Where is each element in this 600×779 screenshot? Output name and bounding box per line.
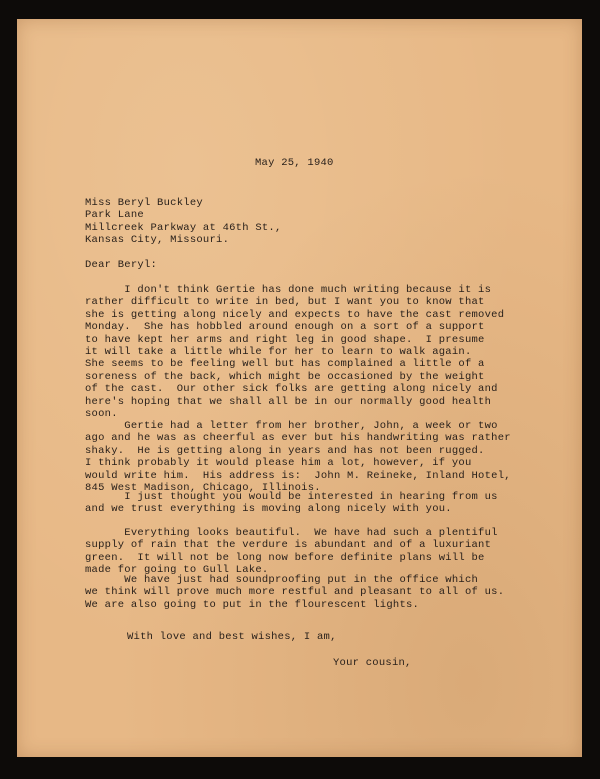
body-paragraph [85,491,498,516]
address-line: Miss Beryl Buckley [85,197,203,209]
salutation: Dear Beryl: [85,259,158,271]
body-paragraph [85,574,504,611]
text-line: she is getting along nicely and expects to have the cast removed [85,308,505,321]
address-line: Kansas City, Missouri. [85,234,230,247]
address-line: Park Lane [85,209,144,222]
text-line: Gertie had a letter from her brother, John, a week or two [85,420,498,432]
closing-line: With love and best wishes, I am, [127,631,337,643]
text-line: We are also going to put in the flourescent lights. [85,598,420,611]
address-line: Millcreek Parkway at 46th St., [85,221,282,234]
text-line: would write him. His address is: John M. Reineke, Inland Hotel, [85,469,511,482]
body-paragraph [85,420,511,494]
body-paragraph [85,284,504,420]
text-line: soreness of the back, which might be occasioned by the weight [85,370,485,383]
text-line: and we trust everything is moving along nicely with you. [85,503,452,516]
text-line: to have kept her arms and right leg in good shape. I presume [85,333,485,346]
text-line: green. It will not be long now before definite plans will be [85,551,485,564]
text-line: rather difficult to write in bed, but I want you to know that [85,296,485,309]
text-line: soon. [85,408,118,421]
text-line: supply of rain that the verdure is abundant and of a luxuriant [85,539,492,552]
text-line: I don't think Gertie has done much writing because it is [85,284,492,296]
text-line: Monday. She has hobbled around enough on a sort of a support [85,321,485,334]
letter-page [17,19,582,757]
recipient-address [85,197,282,247]
text-line: I just thought you would be interested in hearing from us [85,491,498,503]
text-line: we think will prove much more restful and pleasant to all of us. [85,586,505,599]
text-line: We have just had soundproofing put in the office which [85,574,479,586]
text-line: I think probably it would please him a lot, however, if you [85,457,472,470]
letter-date: May 25, 1940 [255,157,334,169]
text-line: it will take a little while for her to learn to walk again. [85,346,472,359]
text-line: here's hoping that we shall all be in our normally good health [85,395,492,408]
text-line: shaky. He is getting along in years and has not been rugged. [85,444,485,457]
text-line: ago and he was as cheerful as ever but his handwriting was rather [85,432,511,445]
text-line: Everything looks beautiful. We have had such a plentiful [85,527,498,539]
text-line: made for going to Gull Lake. [85,564,269,577]
text-line: 845 West Madison, Chicago, Illinois. [85,482,321,495]
body-paragraph [85,527,498,577]
signoff: Your cousin, [333,657,412,669]
text-line: of the cast. Our other sick folks are getting along nicely and [85,383,498,396]
text-line: She seems to be feeling well but has complained a little of a [85,358,485,371]
